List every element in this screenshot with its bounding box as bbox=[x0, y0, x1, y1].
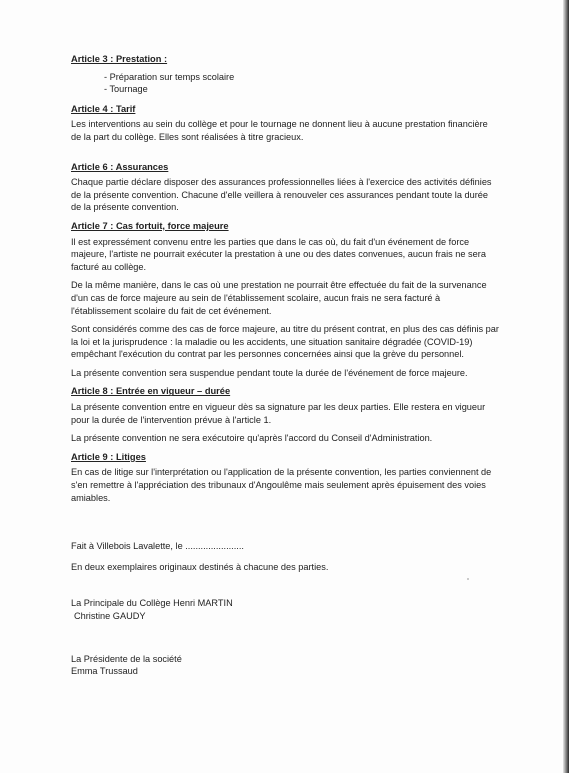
document-body bbox=[71, 53, 565, 678]
text-line: l'établissement scolaire du fait de cet événement. bbox=[71, 305, 272, 316]
text-line: de la part du collège. Elles sont réalisées à titre gracieux. bbox=[71, 131, 304, 142]
article-8-paragraph-1 bbox=[71, 401, 565, 426]
article-4-text bbox=[71, 118, 565, 143]
article-4-heading: Article 4 : Tarif bbox=[71, 103, 136, 114]
text-line: Les interventions au sein du collège et pour le tournage ne donnent lieu à aucune prestation financière bbox=[71, 119, 488, 130]
text-line: de la présente convention. Chacune d'elle veillera à renouveler ces assurances pendant toute la durée bbox=[71, 189, 488, 200]
text-line: de la présente convention. bbox=[71, 202, 179, 213]
article-3 bbox=[71, 53, 565, 96]
article-7-heading: Article 7 : Cas fortuit, force majeure bbox=[71, 220, 229, 231]
signatory-title: La Présidente de la société bbox=[71, 653, 182, 664]
place-and-date: Fait à Villebois Lavalette, le ....................... bbox=[71, 541, 244, 552]
article-8-paragraph-2 bbox=[71, 432, 565, 445]
signatory-name: Emma Trussaud bbox=[71, 666, 138, 677]
article-6-heading: Article 6 : Assurances bbox=[71, 161, 169, 172]
article-9-text bbox=[71, 466, 565, 504]
article-6 bbox=[71, 161, 565, 214]
article-3-heading: Article 3 : Prestation : bbox=[71, 54, 168, 64]
closing bbox=[71, 540, 565, 573]
list-item: - Tournage bbox=[104, 84, 148, 95]
signature-block-president bbox=[71, 653, 565, 678]
text-line: Il est expressément convenu entre les parties que dans le cas où, du fait d'un événement de force bbox=[71, 236, 470, 247]
article-3-list bbox=[104, 71, 565, 96]
text-line: empêchant l'exécution du contrat par les personnes concernées ainsi que la grève du personnel. bbox=[71, 349, 464, 360]
text-line: pour la durée de l'intervention prévue à l'article 1. bbox=[71, 414, 272, 425]
article-7-paragraph-1 bbox=[71, 236, 565, 274]
text-line: s'en remettre à l'appréciation des tribunaux d'Angoulême mais seulement après épuisement des voies bbox=[71, 480, 486, 491]
signatory-title: La Principale du Collège Henri MARTIN bbox=[71, 598, 233, 609]
text-line: d'un cas de force majeure au sein de l'établissement scolaire, aucun frais ne sera facturé à bbox=[71, 292, 441, 303]
article-7-paragraph-3 bbox=[71, 323, 565, 361]
text-line: La présente convention entre en vigueur dès sa signature par les deux parties. Elle restera en vigueur bbox=[71, 402, 486, 413]
article-8 bbox=[71, 385, 565, 444]
copies-statement: En deux exemplaires originaux destinés à chacune des parties. bbox=[71, 561, 329, 572]
article-7-paragraph-4 bbox=[71, 367, 565, 380]
text-line: amiables. bbox=[71, 492, 111, 503]
article-7 bbox=[71, 220, 565, 380]
text-line: la loi et la jurisprudence : la maladie ou les accidents, une situation sanitaire dégradée (COVID-19) bbox=[71, 336, 473, 347]
text-line: La présente convention sera suspendue pendant toute la durée de l'événement de force majeure. bbox=[71, 367, 468, 378]
signature-block-principal bbox=[71, 597, 565, 622]
article-7-paragraph-2 bbox=[71, 279, 565, 317]
list-item: - Préparation sur temps scolaire bbox=[104, 71, 235, 82]
article-8-heading: Article 8 : Entrée en vigueur – durée bbox=[71, 386, 231, 397]
text-line: Sont considérés comme des cas de force majeure, au titre du présent contrat, en plus des cas définis par bbox=[71, 324, 499, 335]
text-line: En cas de litige sur l'interprétation ou l'application de la présente convention, les parties conviennent de bbox=[71, 467, 492, 478]
article-6-text bbox=[71, 176, 565, 214]
text-line: facturé au collège. bbox=[71, 261, 147, 272]
text-line: majeure, l'artiste ne pourrait exécuter la prestation à une ou des dates convenues, aucun frais ne sera bbox=[71, 249, 486, 260]
article-9 bbox=[71, 451, 565, 504]
article-9-heading: Article 9 : Litiges bbox=[71, 451, 146, 462]
text-line: De la même manière, dans le cas où une prestation ne pourrait être effectuée du fait de la survenance bbox=[71, 280, 487, 291]
signatory-name: Christine GAUDY bbox=[74, 611, 146, 621]
text-line: Chaque partie déclare disposer des assurances professionnelles liées à l'exercice des activités définies bbox=[71, 177, 492, 188]
article-4 bbox=[71, 103, 565, 144]
text-line: La présente convention ne sera exécutoire qu'après l'accord du Conseil d'Administration. bbox=[71, 433, 433, 444]
